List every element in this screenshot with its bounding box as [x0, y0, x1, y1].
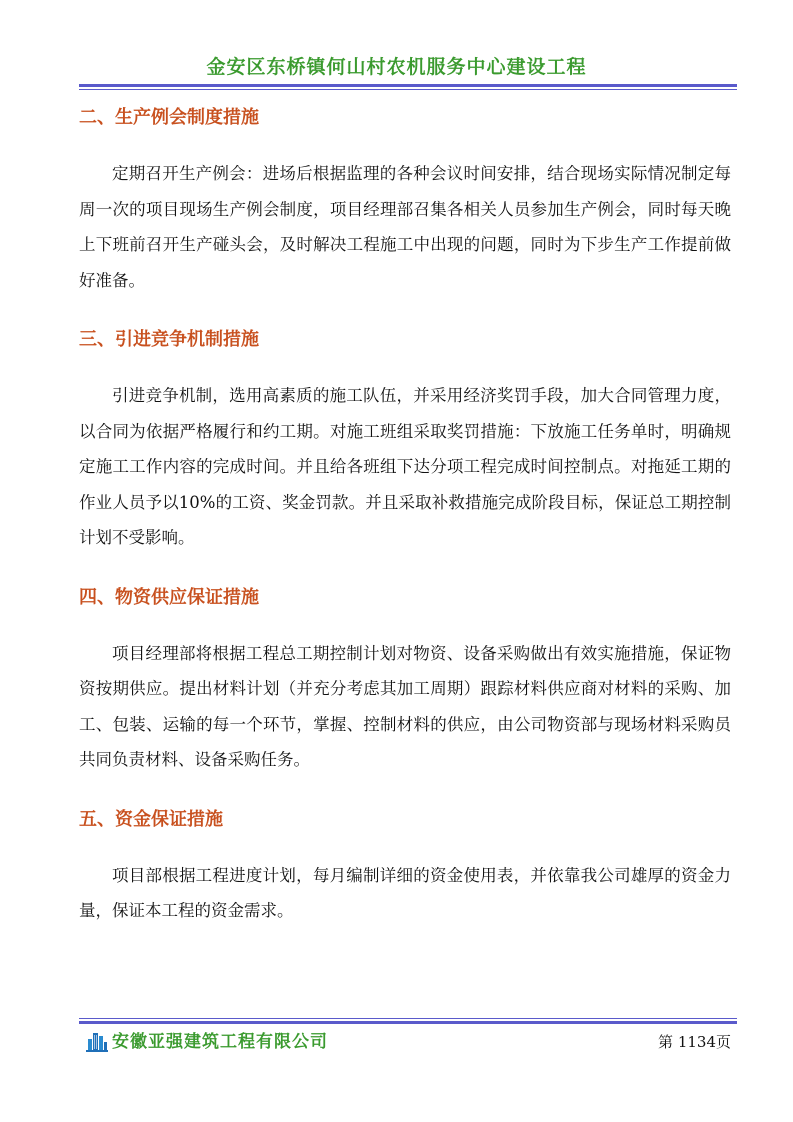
building-logo-icon	[86, 1030, 108, 1052]
section-paragraph: 引进竞争机制，选用高素质的施工队伍，并采用经济奖罚手段，加大合同管理力度，以合同为依据严格履行和约工期。对施工班组采取奖罚措施：下放施工任务单时，明确规定施工工作内容的完成时间。并且给各班组下达分项工程完成时间控制点。对拖延工期的作业人员予以10%的工资、奖金罚款。并且采取补救措施完成阶段目标，保证总工期控制计划不受影响。	[79, 386, 731, 547]
section-production-meeting	[79, 100, 731, 298]
section-material-supply	[79, 580, 731, 778]
section-paragraph: 项目经理部将根据工程总工期控制计划对物资、设备采购做出有效实施措施，保证物资按期供应。提出材料计划（并充分考虑其加工周期）跟踪材料供应商对材料的采购、加工、包装、运输的每一个环节，掌握、控制材料的供应，由公司物资部与现场材料采购员共同负责材料、设备采购任务。	[79, 643, 731, 769]
section-heading: 四、物资供应保证措施	[79, 586, 259, 608]
section-funding-guarantee	[79, 802, 731, 929]
footer-divider	[79, 1018, 737, 1024]
page-number: 第 1134页	[658, 1033, 731, 1051]
document-body	[79, 100, 731, 953]
page-header-title: 金安区东桥镇何山村农机服务中心建设工程	[206, 56, 587, 78]
footer-company-name: 安徽亚强建筑工程有限公司	[112, 1032, 328, 1052]
section-heading: 三、引进竞争机制措施	[79, 329, 259, 350]
section-competition-mechanism	[79, 322, 731, 556]
section-heading: 五、资金保证措施	[79, 808, 223, 830]
header-divider	[79, 84, 737, 90]
section-paragraph: 定期召开生产例会：进场后根据监理的各种会议时间安排，结合现场实际情况制定每周一次的项目现场生产例会制度，项目经理部召集各相关人员参加生产例会，同时每天晚上下班前召开生产碰头会，及时解决工程施工中出现的问题，同时为下步生产工作提前做好准备。	[79, 164, 731, 290]
section-paragraph: 项目部根据工程进度计划，每月编制详细的资金使用表，并依靠我公司雄厚的资金力量，保证本工程的资金需求。	[79, 865, 731, 920]
section-heading: 二、生产例会制度措施	[79, 107, 259, 128]
